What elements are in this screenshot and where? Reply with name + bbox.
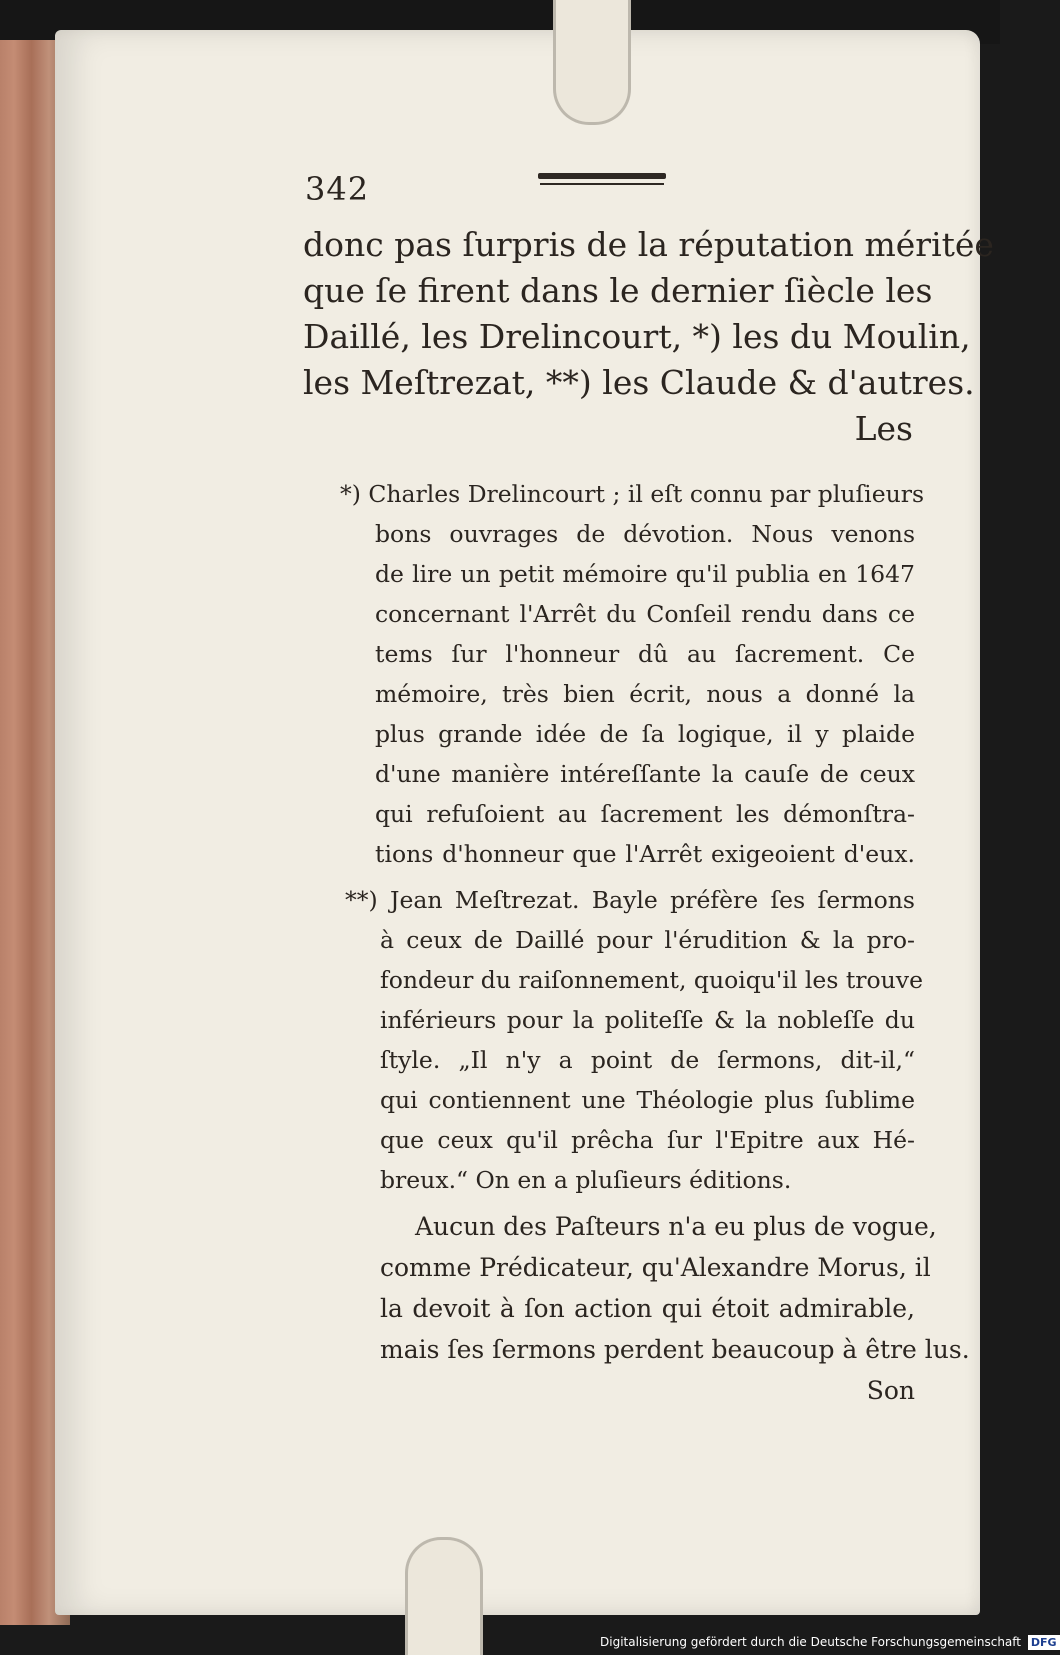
paragraph-morus [380, 1206, 970, 1411]
footnote-line: d'une manière intéreſſante la cauſe de ceux [375, 760, 915, 788]
text-line: comme Prédicateur, qu'Alexandre Morus, il [380, 1253, 931, 1282]
text-line: les Meſtrezat, **) les Claude & d'autres. [303, 363, 975, 402]
footnote-line: breux.“ On en a pluſieurs éditions. [380, 1166, 792, 1194]
digitization-credit [600, 1632, 1057, 1652]
footnote-line: que ceux qu'il prêcha ſur l'Epitre aux Hé- [380, 1126, 915, 1154]
footnote-drelincourt [340, 474, 925, 874]
footnote-line: mémoire, très bien écrit, nous a donné la [375, 680, 915, 708]
footnote-mestrezat [345, 880, 923, 1200]
header-rule [538, 173, 666, 179]
footnote-line: à ceux de Daillé pour l'érudition & la pro- [380, 926, 915, 954]
footnote-line: bons ouvrages de dévotion. Nous venons [375, 520, 915, 548]
text-line: donc pas ſurpris de la réputation méritée [303, 225, 994, 264]
footnote-line: **) Jean Meſtrezat. Bayle préfère ſes ſermons [345, 886, 915, 914]
footnote-line: tions d'honneur que l'Arrêt exigeoient d'eux. [375, 840, 915, 868]
text-line: mais ſes ſermons perdent beaucoup à être lus. [380, 1335, 970, 1364]
catchword: Son [866, 1376, 915, 1405]
footnote-line: de lire un petit mémoire qu'il publia en 1647 [375, 560, 915, 588]
footnote-line: qui refuſoient au ſacrement les démonſtra- [375, 800, 915, 828]
page-clip-bottom [405, 1537, 483, 1655]
main-paragraph [303, 222, 994, 452]
text-line: la devoit à ſon action qui étoit admirable, [380, 1294, 915, 1323]
page-clip-top [553, 0, 631, 125]
page-number: 342 [305, 170, 370, 208]
text-line: Daillé, les Drelincourt, *) les du Moulin, [303, 317, 971, 356]
footnote-line: inférieurs pour la politeſſe & la nobleſſe du [380, 1006, 915, 1034]
footnote-line: *) Charles Drelincourt ; il eſt connu par pluſieurs [340, 480, 925, 508]
footnote-line: fondeur du raiſonnement, quoiqu'il les trouve [380, 966, 923, 994]
catchword: Les [854, 409, 913, 448]
dfg-logo: DFG [1028, 1635, 1060, 1650]
footnote-line: ſtyle. „Il n'y a point de ſermons, dit-il,“ [380, 1046, 915, 1074]
footnote-line: tems ſur l'honneur dû au ſacrement. Ce [375, 640, 915, 668]
credit-text: Digitalisierung gefördert durch die Deutsche Forschungsgemeinschaft [600, 1635, 1022, 1649]
text-line: Aucun des Paſteurs n'a eu plus de vogue, [415, 1212, 937, 1241]
footnote-line: concernant l'Arrêt du Conſeil rendu dans ce [375, 600, 915, 628]
text-line: que ſe firent dans le dernier ſiècle les [303, 271, 933, 310]
footnote-line: plus grande idée de ſa logique, il y plaide [375, 720, 915, 748]
footnote-line: qui contiennent une Théologie plus ſublime [380, 1086, 915, 1114]
